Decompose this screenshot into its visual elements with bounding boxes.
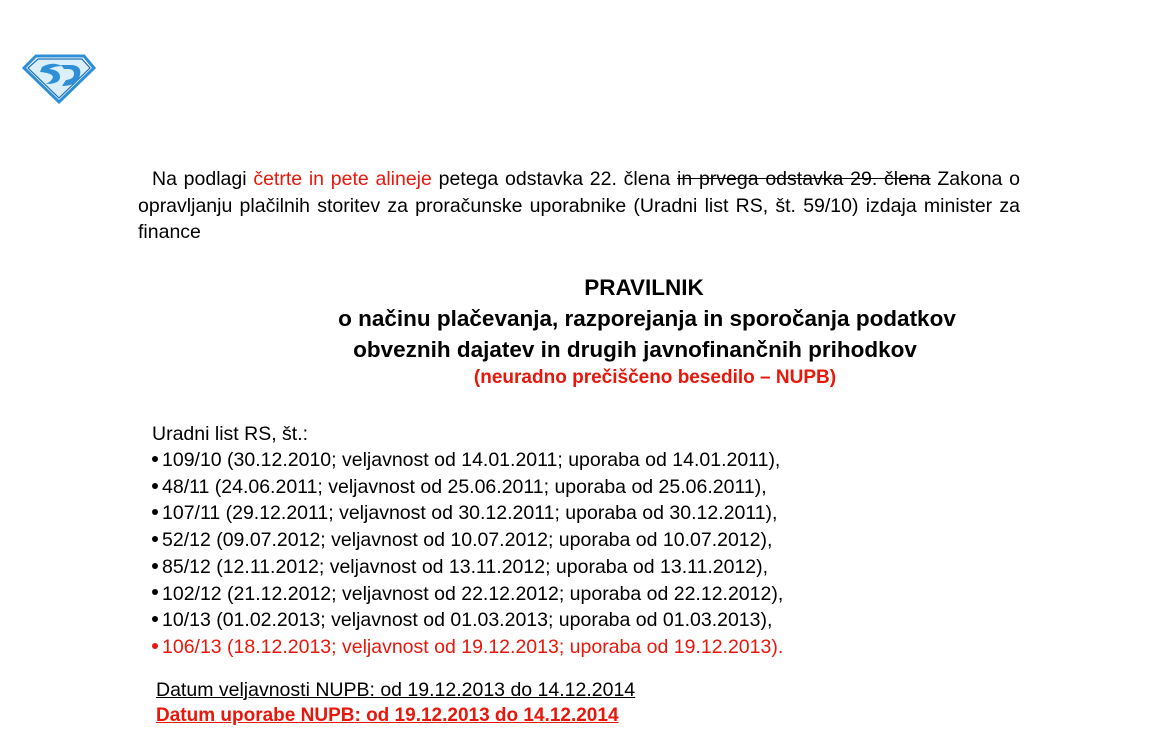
- list-item: [152, 607, 783, 634]
- intro-text-struck: in prvega odstavka 29. člena: [677, 168, 931, 190]
- list-item-text: 106/13 (18.12.2013; veljavnost od 19.12.2013; uporaba od 19.12.2013).: [162, 635, 784, 658]
- list-item-latest: [152, 634, 783, 661]
- list-item-text: 102/12 (21.12.2012; veljavnost od 22.12.2012; uporaba od 22.12.2012),: [162, 582, 784, 605]
- bullet-icon: [152, 509, 158, 515]
- list-item-text: 48/11 (24.06.2011; veljavnost od 25.06.2011; uporaba od 25.06.2011),: [162, 475, 767, 498]
- title-line-2: o načinu plačevanja, razporejanja in sporočanja podatkov: [338, 306, 956, 331]
- list-item: [152, 554, 783, 581]
- intro-text-red: četrte in pete alineje: [253, 168, 432, 190]
- list-item-text: 107/11 (29.12.2011; veljavnost od 30.12.2011; uporaba od 30.12.2011),: [162, 502, 778, 525]
- list-item: [152, 447, 783, 474]
- list-item: [152, 474, 783, 501]
- title-pravilnik: PRAVILNIK: [584, 275, 704, 300]
- list-item-text: 85/12 (12.11.2012; veljavnost od 13.11.2012; uporaba od 13.11.2012),: [162, 555, 769, 578]
- validity-date: Datum veljavnosti NUPB: od 19.12.2013 do 14.12.2014: [156, 679, 636, 701]
- list-item: [152, 500, 783, 527]
- list-item-text: 10/13 (01.02.2013; veljavnost od 01.03.2013; uporaba od 01.03.2013),: [162, 609, 773, 632]
- list-item-text: 109/10 (30.12.2010; veljavnost od 14.01.2011; uporaba od 14.01.2011),: [162, 449, 781, 471]
- list-item: [152, 527, 783, 554]
- gazette-heading: Uradni list RS, št.:: [152, 423, 309, 445]
- intro-paragraph: [138, 166, 1020, 246]
- bullet-icon: [152, 563, 158, 569]
- list-item: [152, 581, 783, 608]
- bullet-icon: [152, 589, 158, 595]
- bullet-icon: [152, 616, 158, 622]
- superman-shield-logo-icon: [22, 50, 96, 104]
- bullet-icon: [152, 643, 158, 649]
- bullet-icon: [152, 536, 158, 542]
- bullet-icon: [152, 456, 158, 462]
- title-subtitle-nupb: (neuradno prečiščeno besedilo – NUPB): [473, 367, 837, 388]
- title-line-3: obveznih dajatev in drugih javnofinančnih prihodkov: [353, 337, 917, 362]
- list-item-text: 52/12 (09.07.2012; veljavnost od 10.07.2012; uporaba od 10.07.2012),: [162, 529, 773, 552]
- document-title-block: [138, 272, 1138, 391]
- intro-text-middle: petega odstavka 22. člena: [431, 168, 678, 190]
- gazette-list: [152, 447, 783, 661]
- application-date: Datum uporabe NUPB: od 19.12.2013 do 14.12.2014: [156, 705, 619, 726]
- bullet-icon: [152, 483, 158, 489]
- intro-text-end: Zakona o opravljanju plačilnih storitev za proračunske uporabnike (Uradni list RS, št. 59/10) izdaja minister za finance: [138, 168, 1020, 243]
- intro-text-start: Na podlagi: [152, 168, 254, 190]
- nupb-dates: [156, 678, 635, 728]
